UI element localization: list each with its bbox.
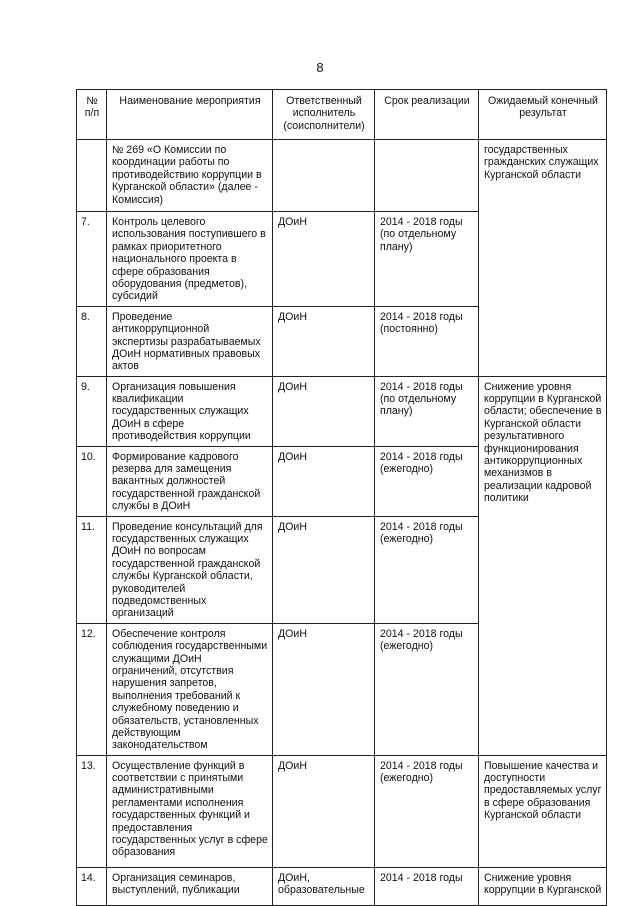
header-executor: Ответственный исполнитель (соисполнители) [273,90,375,140]
row-measure: Осуществление функций в соответствии с принятыми административными регламентами исполнения государственных функций и предоставления государственных услуг в сфере образования [107,755,273,867]
row-executor: ДОиН [273,212,375,307]
row-measure: Организация семинаров, выступлений, публикации [107,867,273,905]
table-row [77,755,607,867]
row-number: 8. [77,306,107,376]
row-executor: ДОиН [273,516,375,623]
row-term: 2014 - 2018 годы [375,867,479,905]
row-number: 13. [77,755,107,867]
result-cell-2: Снижение уровня коррупции в Курганской области; обеспечение в Курганской области результативного функционирования антикоррупционных механизмов в реализации кадровой политики [479,376,607,755]
row-executor: ДОиН [273,306,375,376]
table-row [77,376,607,446]
row-term: 2014 - 2018 годы (постоянно) [375,306,479,376]
row-number: 12. [77,623,107,755]
row-executor: ДОиН [273,446,375,516]
result-cell-4: Снижение уровня коррупции в Курганской [479,867,607,905]
row-measure: № 269 «О Комиссии по координации работы по противодействию коррупции в Курганской области» (далее - Комиссия) [107,140,273,212]
table-header-row [77,90,607,140]
row-measure: Проведение антикоррупционной экспертизы разрабатываемых ДОиН нормативных правовых актов [107,306,273,376]
row-measure: Проведение консультаций для государственных служащих ДОиН по вопросам государственной гражданской службы Курганской области, руководителей подведомственных организаций [107,516,273,623]
row-number: 14. [77,867,107,905]
row-executor [273,140,375,212]
result-cell-3: Повышение качества и доступности предоставляемых услуг в сфере образования Курганской области [479,755,607,867]
header-term: Срок реализации [375,90,479,140]
result-cell-1: государственных гражданских служащих Курганской области [479,140,607,377]
row-measure: Формирование кадрового резерва для замещения вакантных должностей государственной гражданской службы в ДОиН [107,446,273,516]
row-executor: ДОиН, образовательные [273,867,375,905]
row-term: 2014 - 2018 годы (ежегодно) [375,755,479,867]
row-term: 2014 - 2018 годы (по отдельному плану) [375,376,479,446]
row-term: 2014 - 2018 годы (ежегодно) [375,516,479,623]
row-measure: Контроль целевого использования поступившего в рамках приоритетного национального проекта в сфере образования оборудования (предметов), субсидий [107,212,273,307]
row-term: 2014 - 2018 годы (ежегодно) [375,446,479,516]
row-number [77,140,107,212]
row-measure: Организация повышения квалификации государственных служащих ДОиН в сфере противодействия коррупции [107,376,273,446]
row-number: 7. [77,212,107,307]
row-measure: Обеспечение контроля соблюдения государственными служащими ДОиН ограничений, отсутствия нарушения запретов, выполнения требований к служебному поведению и обязательств, установленных действующим законодательством [107,623,273,755]
header-measure: Наименование мероприятия [107,90,273,140]
row-term [375,140,479,212]
table-row [77,140,607,212]
measures-table [76,89,607,906]
table-row [77,867,607,905]
row-term: 2014 - 2018 годы (по отдельному плану) [375,212,479,307]
row-number: 9. [77,376,107,446]
row-executor: ДОиН [273,376,375,446]
row-number: 10. [77,446,107,516]
row-term: 2014 - 2018 годы (ежегодно) [375,623,479,755]
row-number: 11. [77,516,107,623]
header-result: Ожидаемый конечный результат [479,90,607,140]
page-number: 8 [316,60,324,75]
row-executor: ДОиН [273,755,375,867]
row-executor: ДОиН [273,623,375,755]
header-number: № п/п [77,90,107,140]
